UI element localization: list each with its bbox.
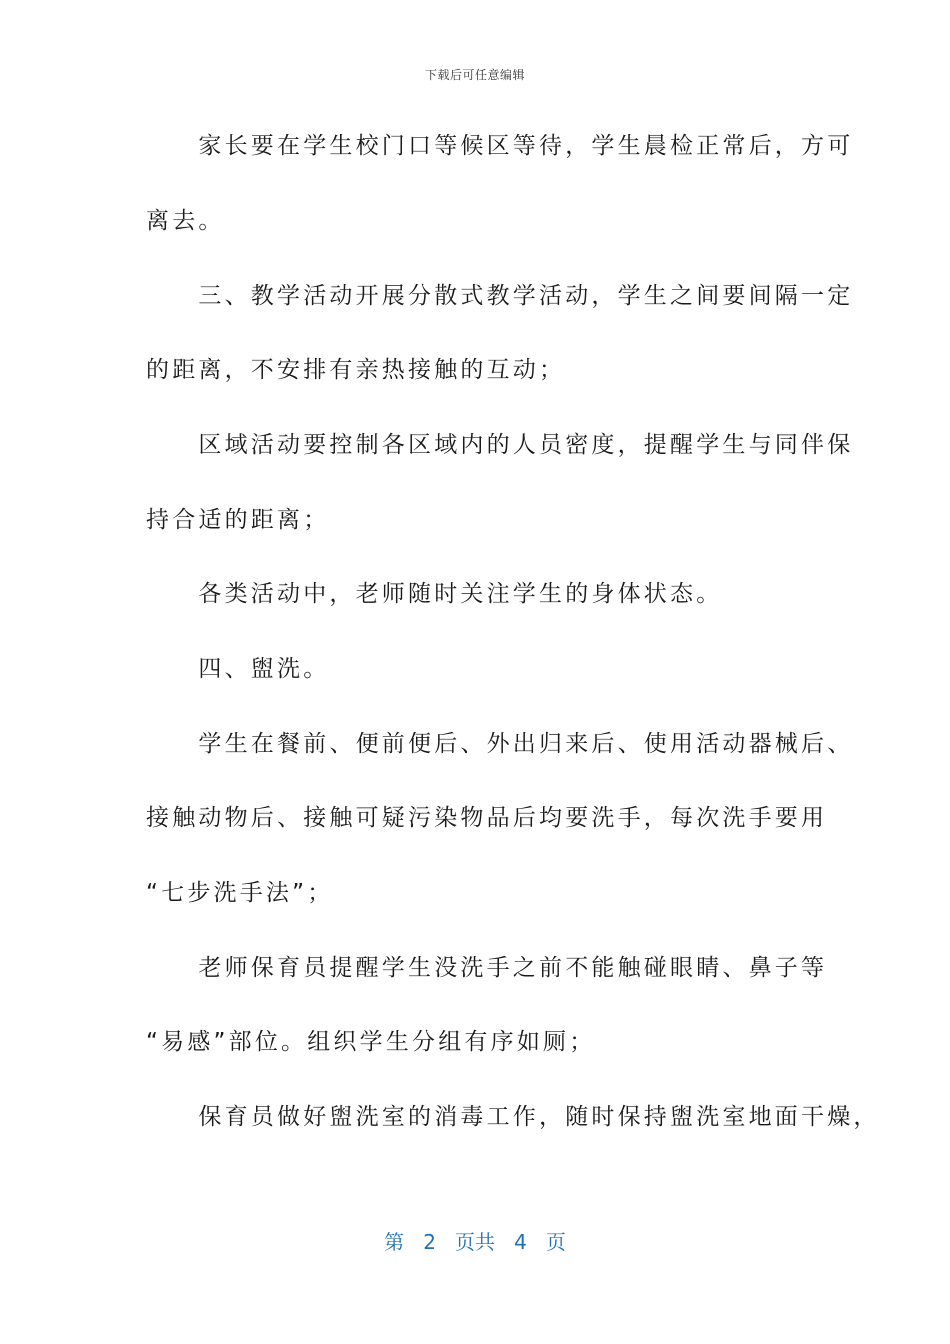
text-line-10: 接触动物后、接触可疑污染物品后均要洗手，每次洗手要用	[146, 805, 828, 831]
text-line-8: 四、盥洗。	[146, 656, 330, 682]
text-line-7: 各类活动中，老师随时关注学生的身体状态。	[146, 581, 723, 607]
text-line-11: “七步洗手法”；	[146, 880, 334, 906]
footer-suffix: 页	[545, 1230, 566, 1254]
text-line-14: 保育员做好盥洗室的消毒工作，随时保持盥洗室地面干燥，	[146, 1104, 880, 1130]
text-line-6: 持合适的距离；	[146, 507, 330, 533]
footer-page-number: 2	[423, 1230, 436, 1254]
text-line-12: 老师保育员提醒学生没洗手之前不能触碰眼睛、鼻子等	[146, 955, 828, 981]
text-line-13: “易感”部位。组织学生分组有序如厕；	[146, 1029, 596, 1055]
footer-prefix: 第	[384, 1230, 405, 1254]
text-line-3: 三、教学活动开展分散式教学活动，学生之间要间隔一定	[146, 283, 854, 309]
text-line-2: 离去。	[146, 208, 225, 234]
text-line-9: 学生在餐前、便前便后、外出归来后、使用活动器械后、	[146, 731, 854, 757]
text-line-4: 的距离，不安排有亲热接触的互动；	[146, 357, 566, 383]
footer-total-pages: 4	[514, 1230, 527, 1254]
page-footer	[0, 1226, 950, 1255]
text-line-5: 区域活动要控制各区域内的人员密度，提醒学生与同伴保	[146, 432, 854, 458]
page-header: 下载后可任意编辑	[424, 68, 525, 82]
footer-middle: 页共	[455, 1230, 495, 1254]
text-line-1: 家长要在学生校门口等候区等待，学生晨检正常后，方可	[146, 133, 854, 159]
